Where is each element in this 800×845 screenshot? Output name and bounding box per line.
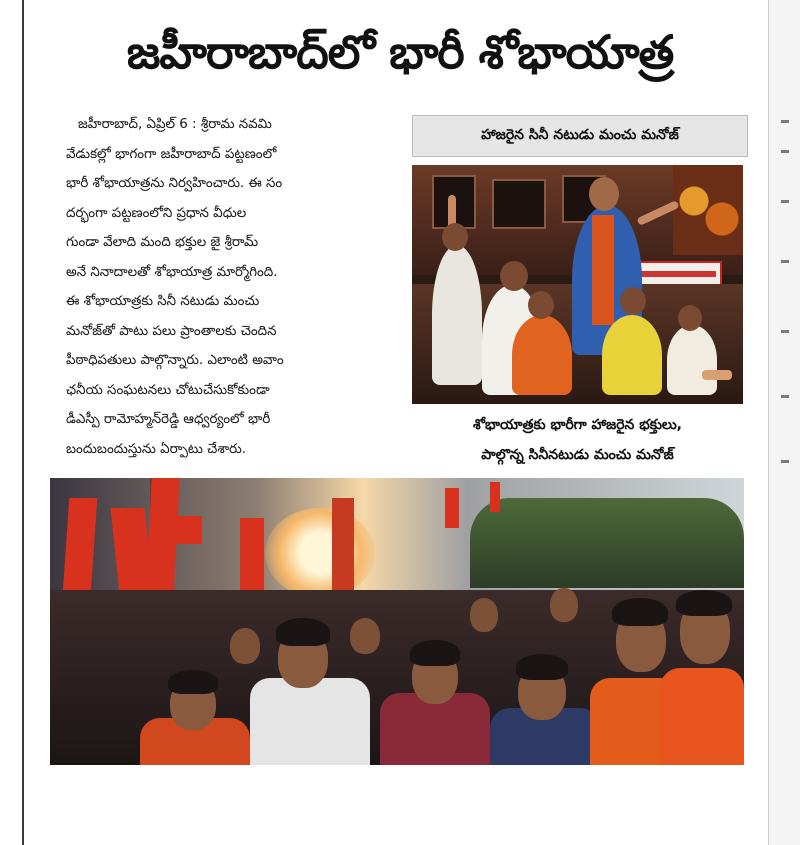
headline: జహీరాబాద్‌లో భారీ శోభాయాత్ర [126, 25, 674, 79]
article-line: ఈ శోభాయాత్రకు సినీ నటుడు మంచు [66, 294, 260, 309]
caption-line: శోభాయాత్రకు భారీగా హాజరైన భక్తులు, [473, 417, 682, 433]
article-line: భారీ శోభాయాత్రను నిర్వహించారు. ఈ సం [66, 176, 283, 191]
photo-procession-crowd [50, 478, 744, 765]
caption-line: పాల్గొన్న సినీనటుడు మంచు మనోజ్ [481, 447, 674, 463]
photo-label: హాజరైన సినీ నటుడు మంచు మనోజ్ [412, 115, 748, 157]
article-line: పీఠాధిపతులు పాల్గొన్నారు. ఎలాంటి అవాం [66, 353, 284, 368]
article-line: గుండా వేలాది మంది భక్తుల జై శ్రీరామ్ [66, 235, 259, 250]
photo-manoj-on-vehicle [412, 165, 743, 404]
column-rule [22, 0, 24, 845]
article-line: దర్భంగా పట్టణంలోని ప్రధాన వీధుల [66, 205, 247, 221]
article-line: జహీరాబాద్, ఏప్రిల్ 6 : శ్రీరామ నవమి [78, 117, 272, 132]
article-line: డీఎస్పీ రామోహ్మన్‌రెడ్డి ఆధ్వర్యంలో భారీ [66, 412, 271, 427]
article-line: ఛనీయ సంఘటనలు చోటుచేసుకోకుండా [66, 382, 270, 398]
article-line: వేడుకల్లో భాగంగా జహీరాబాద్ పట్టణంలో [66, 146, 277, 162]
article-line: మనోజ్‌తో పాటు పలు ప్రాంతాలకు చెందిన [66, 323, 277, 339]
article-line: బందుబందుస్తును ఏర్పాటు చేశారు. [66, 441, 246, 457]
article-body [66, 110, 406, 464]
article-line: అనే నినాదాలతో శోభాయాత్ర మార్మోగింది. [66, 264, 278, 280]
photo-caption [412, 410, 743, 470]
adjacent-page-edge [768, 0, 800, 845]
